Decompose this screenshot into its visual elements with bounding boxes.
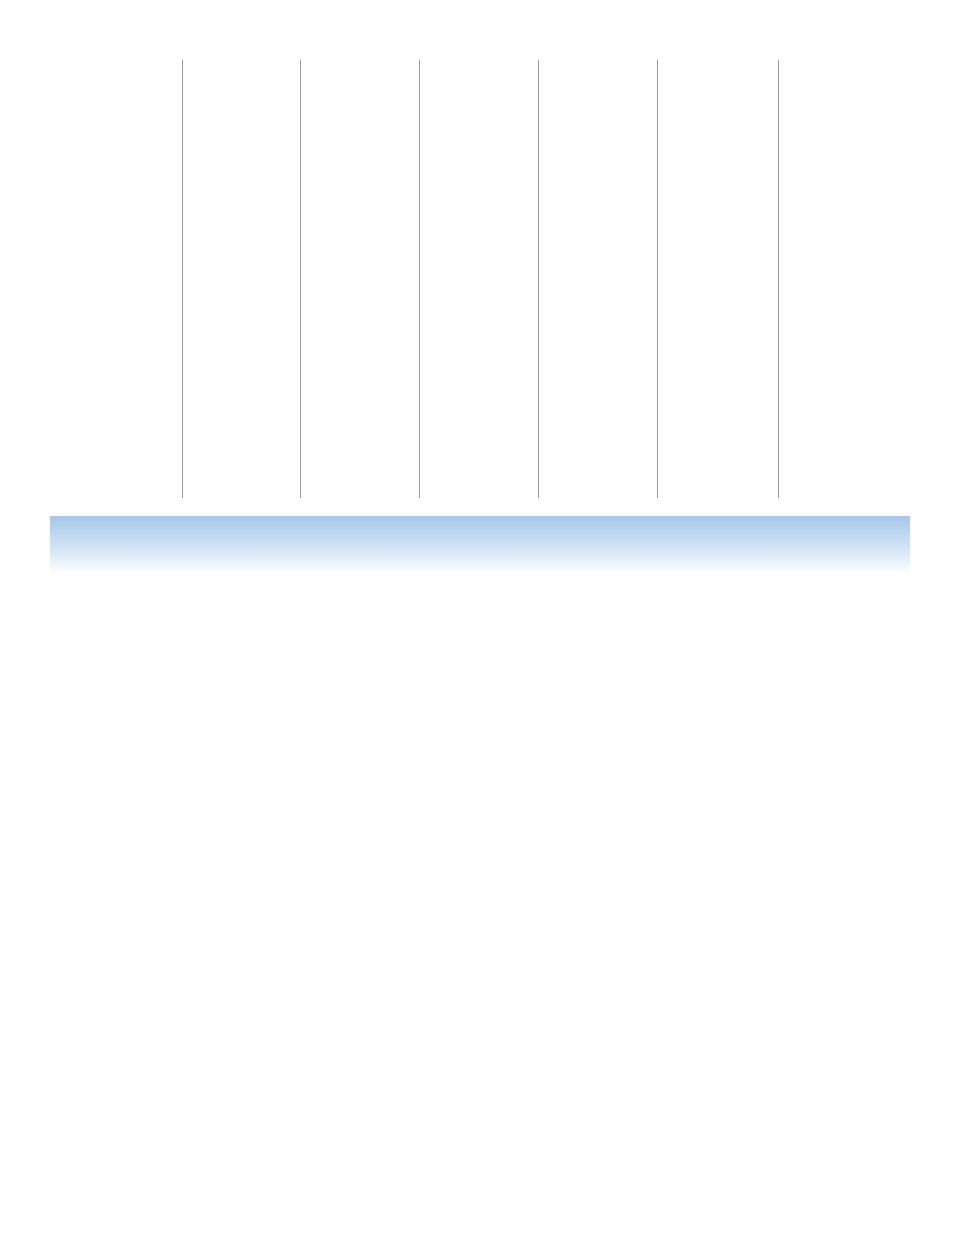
column-divider: [419, 60, 420, 498]
column-divider: [300, 60, 301, 498]
section-banner: [50, 516, 910, 574]
circuit-listings: [0, 58, 960, 508]
column-divider: [538, 60, 539, 498]
column-divider: [778, 60, 779, 498]
county-judges-listing: [0, 581, 960, 1161]
page-footer: [902, 1164, 920, 1189]
column-divider: [657, 60, 658, 498]
column-divider: [182, 60, 183, 498]
